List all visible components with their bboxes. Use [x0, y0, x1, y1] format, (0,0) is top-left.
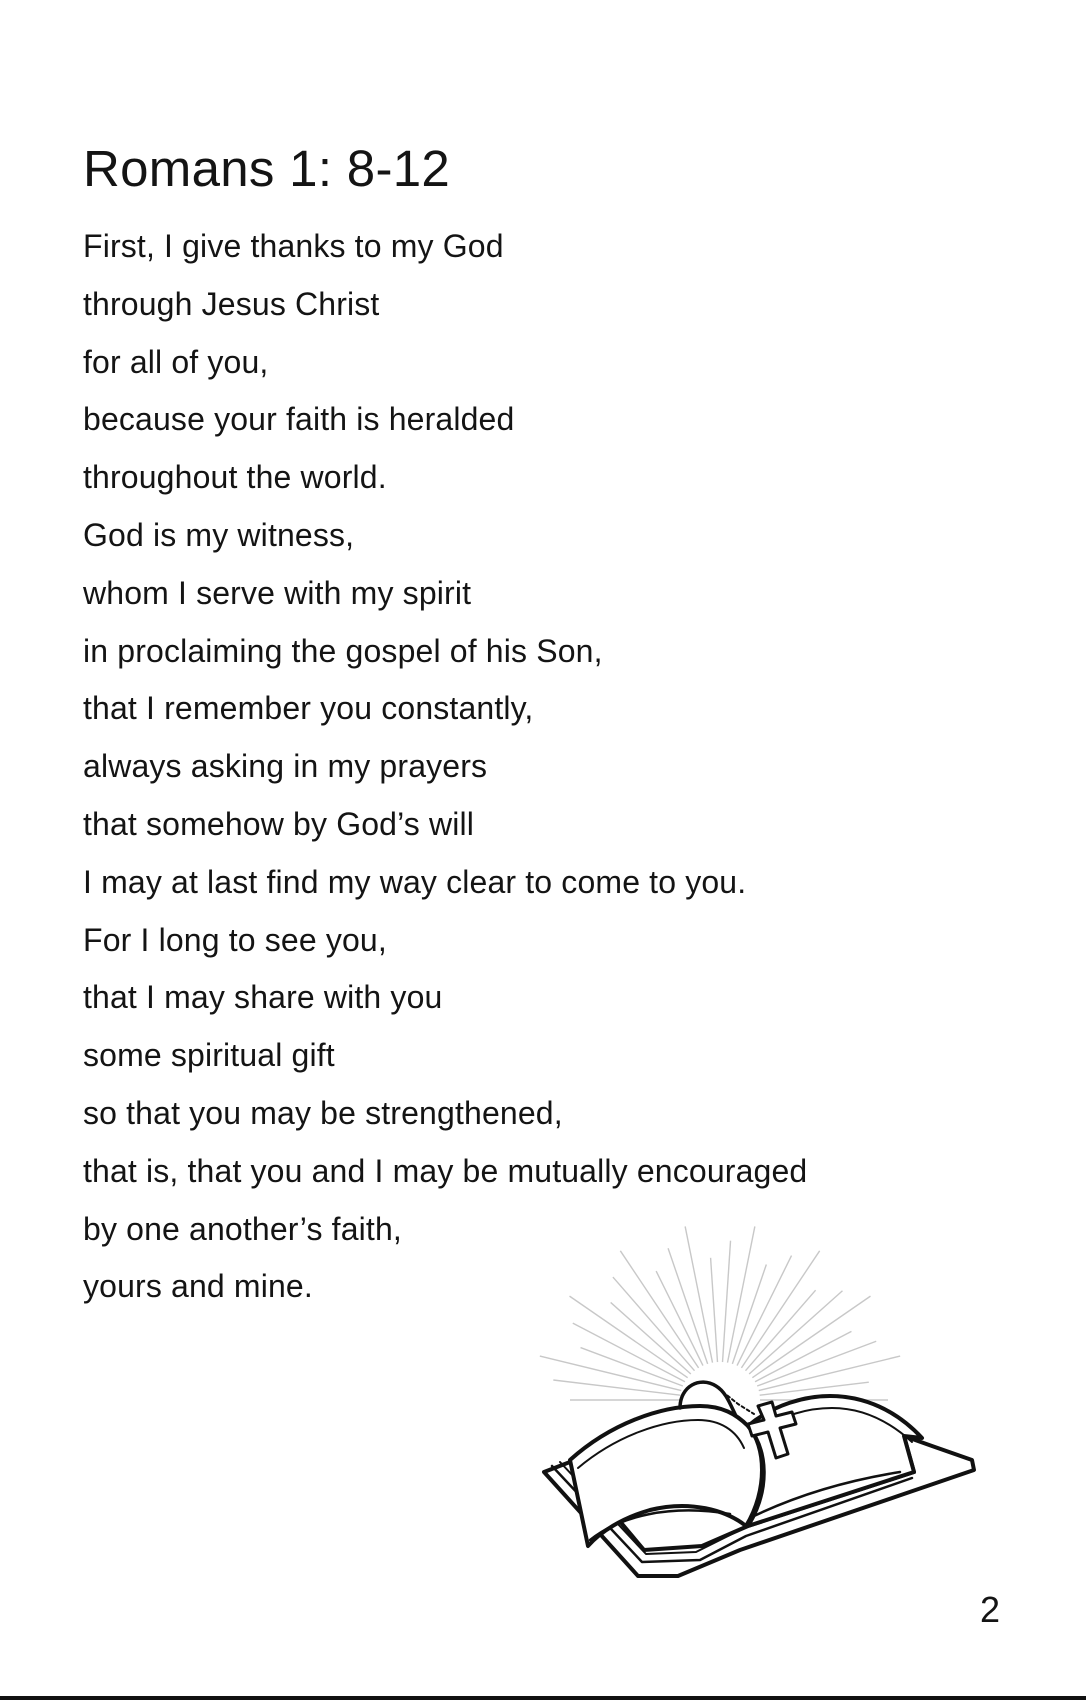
light-ray	[727, 1226, 754, 1362]
light-ray	[620, 1251, 698, 1368]
verse-line: that I remember you constantly,	[83, 690, 534, 727]
verse-line: always asking in my prayers	[83, 748, 488, 785]
verse-line: by one another’s faith,	[83, 1210, 402, 1247]
book-outline	[544, 1382, 974, 1576]
open-bible-icon	[530, 1210, 990, 1590]
bottom-divider	[0, 1696, 1086, 1700]
verse-line: God is my witness,	[83, 516, 355, 553]
verse-line: For I long to see you,	[83, 921, 387, 958]
light-ray	[723, 1241, 731, 1362]
light-ray	[685, 1226, 712, 1362]
light-ray	[760, 1382, 869, 1395]
verse-line: because your faith is heralded	[83, 401, 515, 438]
light-ray	[656, 1271, 703, 1366]
verse-line: for all of you,	[83, 343, 269, 380]
verse-line: that is, that you and I may be mutually encouraged	[83, 1152, 808, 1189]
verse-line: whom I serve with my spirit	[83, 574, 472, 611]
light-rays	[540, 1226, 900, 1400]
verse-line: that I may share with you	[83, 979, 443, 1016]
light-ray	[757, 1341, 876, 1386]
light-ray	[553, 1380, 680, 1395]
verse-line: some spiritual gift	[83, 1037, 335, 1074]
light-ray	[540, 1356, 681, 1390]
scripture-passage	[83, 218, 807, 1316]
verse-line: that somehow by God’s will	[83, 805, 475, 842]
verse-line: First, I give thanks to my God	[83, 228, 504, 264]
verse-line: in proclaiming the gospel of his Son,	[83, 632, 603, 669]
verse-line: through Jesus Christ	[83, 285, 380, 322]
light-ray	[759, 1356, 900, 1390]
light-ray	[573, 1323, 685, 1382]
verse-line: throughout the world.	[83, 459, 387, 496]
page-number: 2	[980, 1589, 1001, 1630]
verse-line: I may at last find my way clear to come to you.	[83, 863, 747, 900]
light-ray	[711, 1258, 718, 1362]
light-ray	[749, 1291, 842, 1374]
verse-line: yours and mine.	[83, 1268, 313, 1305]
verse-line: so that you may be strengthened,	[83, 1094, 563, 1131]
page-title: Romans 1: 8-12	[83, 140, 451, 197]
light-ray	[741, 1251, 819, 1368]
